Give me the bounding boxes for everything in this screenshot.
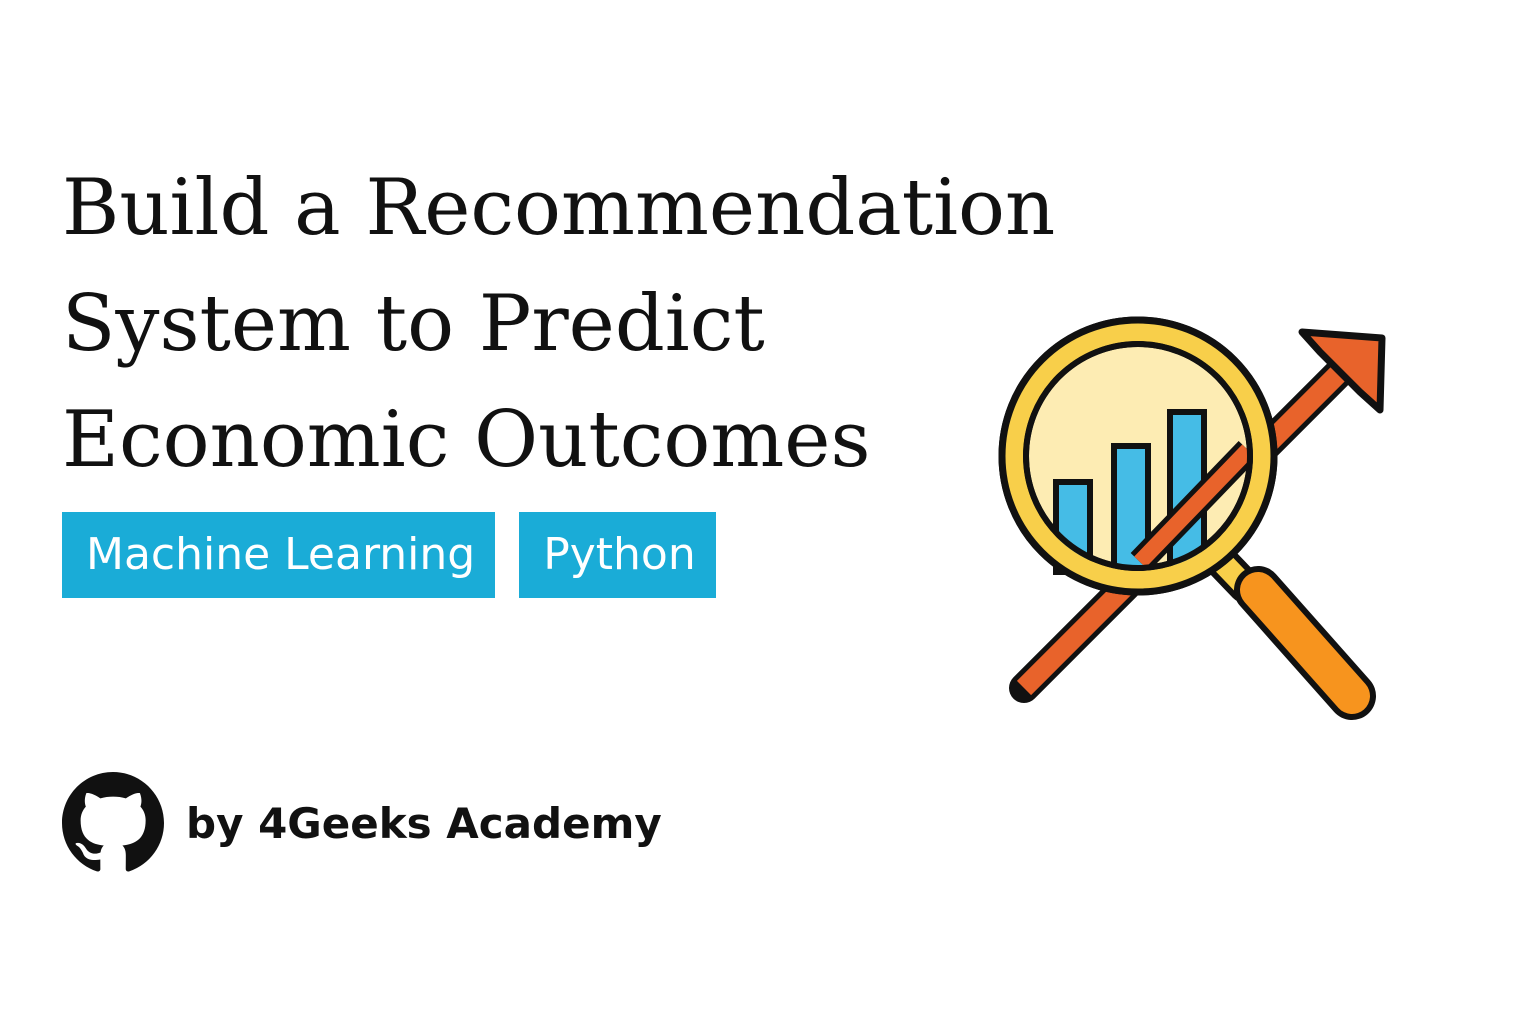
tag-python: Python [519,512,716,598]
author-name: by 4Geeks Academy [186,798,662,848]
author [62,772,662,874]
title-line: System to Predict [62,279,765,369]
tag-machine-learning: Machine Learning [62,512,495,598]
tag-list [62,512,716,598]
title-line: Build a Recommendation [62,163,1056,253]
github-icon [62,772,164,874]
magnifier-chart-icon [990,300,1400,740]
magnifier-handle [1222,562,1352,696]
title-line: Economic Outcomes [62,395,871,485]
